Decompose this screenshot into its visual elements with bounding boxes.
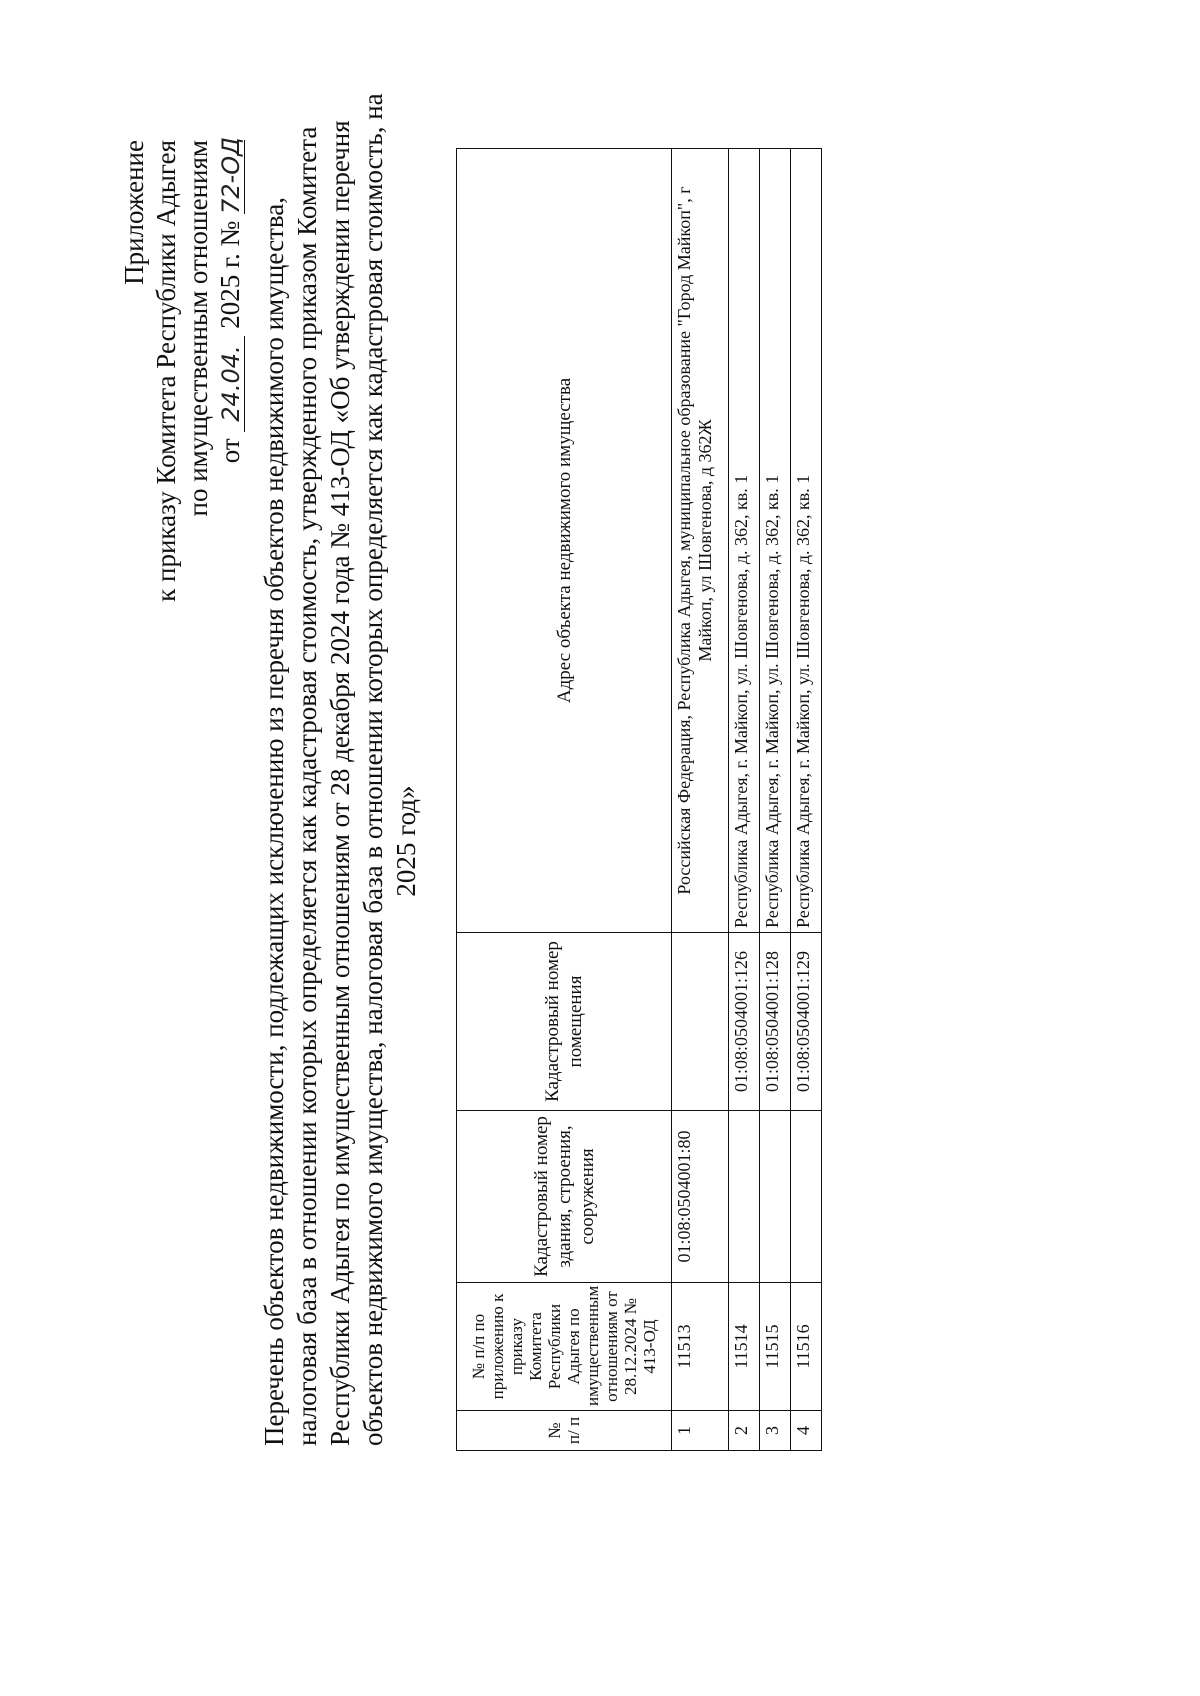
cell-appendix-number: 11513 xyxy=(672,1283,729,1411)
cell-appendix-number: 11516 xyxy=(791,1283,822,1411)
cell-room-cadastral: 01:08:0504001:129 xyxy=(791,933,822,1111)
handwritten-order-number: 72-ОД xyxy=(217,137,245,214)
document-title xyxy=(258,93,423,1446)
cell-appendix-number: 11515 xyxy=(760,1283,791,1411)
cell-building-cadastral xyxy=(729,1111,760,1283)
appendix-year: 2025 г. № xyxy=(215,220,245,329)
table-row xyxy=(760,149,791,1451)
cell-room-cadastral: 01:08:0504001:126 xyxy=(729,933,760,1111)
title-line: объектов недвижимого имущества, налоговая база в отношении которых определяется как кадастровая стоимость, на xyxy=(358,93,388,1446)
table-row xyxy=(729,149,760,1451)
cell-address: Республика Адыгея, г. Майкоп, ул. Шовгенова, д. 362, кв. 1 xyxy=(729,149,760,933)
title-line: Республики Адыгея по имущественным отношениям от 28 декабря 2024 года № 413-ОД «Об утверждении перечня xyxy=(325,120,355,1446)
title-line: 2025 год» xyxy=(391,785,421,897)
cell-row-number: 1 xyxy=(672,1411,729,1451)
column-header-room-cadastral: Кадастровый номер помещения xyxy=(457,933,672,1111)
column-header-row-number: № п/ п xyxy=(457,1411,672,1451)
table-row xyxy=(791,149,822,1451)
appendix-date-prefix: от xyxy=(215,438,245,464)
table-row xyxy=(672,149,729,1451)
cell-room-cadastral xyxy=(672,933,729,1111)
cell-appendix-number: 11514 xyxy=(729,1283,760,1411)
cell-building-cadastral xyxy=(791,1111,822,1283)
column-header-building-cadastral: Кадастровый номер здания, строения, сооружения xyxy=(457,1111,672,1283)
appendix-committee: по имущественным отношениям xyxy=(183,140,213,517)
cell-address: Республика Адыгея, г. Майкоп, ул. Шовгенова, д. 362, кв. 1 xyxy=(791,149,822,933)
property-table xyxy=(456,148,822,1451)
cell-row-number: 3 xyxy=(760,1411,791,1451)
appendix-label: Приложение xyxy=(119,140,149,285)
column-header-appendix-number: № п/п по приложению к приказу Комитета Республики Адыгея по имущественным отношениям от 28.12.2024 № 413-ОД xyxy=(457,1283,672,1411)
table-header-row xyxy=(457,149,672,1451)
cell-building-cadastral xyxy=(760,1111,791,1283)
handwritten-date: 24.04. xyxy=(218,336,245,432)
title-line: Перечень объектов недвижимости, подлежащих исключению из перечня объектов недвижимого имущества, xyxy=(259,196,289,1446)
cell-address: Российская Федерация, Республика Адыгея, муниципальное образование "Город Майкоп", г Майкоп, ул Шовгенова, д 362Ж xyxy=(672,149,729,933)
cell-building-cadastral: 01:08:0504001:80 xyxy=(672,1111,729,1283)
cell-address: Республика Адыгея, г. Майкоп, ул. Шовгенова, д. 362, кв. 1 xyxy=(760,149,791,933)
appendix-order-ref: к приказу Комитета Республики Адыгея xyxy=(151,140,181,602)
appendix-header xyxy=(118,137,246,760)
column-header-address: Адрес объекта недвижимого имущества xyxy=(457,149,672,933)
cell-room-cadastral: 01:08:0504001:128 xyxy=(760,933,791,1111)
appendix-date-line xyxy=(214,137,246,760)
cell-row-number: 2 xyxy=(729,1411,760,1451)
cell-row-number: 4 xyxy=(791,1411,822,1451)
title-line: налоговая база в отношении которых определяется как кадастровая стоимость, утвержденного приказом Комитета xyxy=(292,126,322,1446)
